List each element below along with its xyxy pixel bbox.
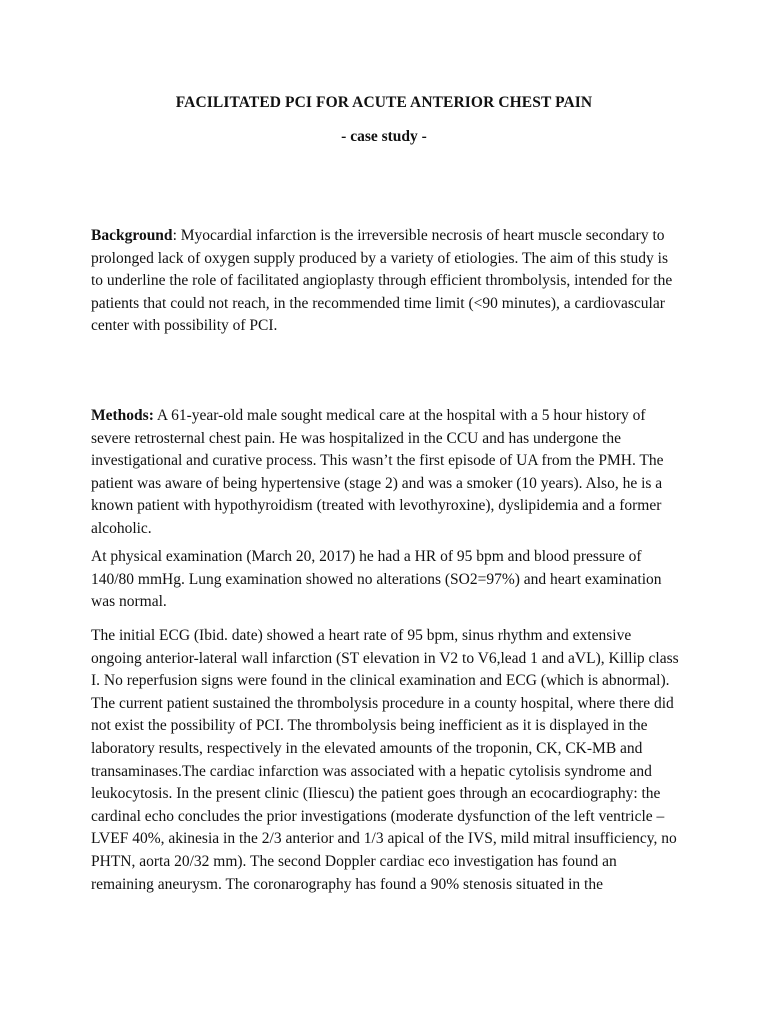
background-section: [91, 225, 683, 338]
methods-text: A 61-year-old male sought medical care at the hospital with a 5 hour history of severe retrosternal chest pain. He was hospitalized in the CCU and has undergone the investigational and curative process. This wasn’t the first episode of UA from the PMH. The patient was aware of being hypertensive (stage 2) and was a smoker (10 years). Also, he is a known patient with hypothyroidism (treated with levothyroxine), dyslipidemia and a former alcoholic.: [91, 407, 664, 537]
physical-exam-section: [91, 546, 683, 614]
background-label: Background: [91, 227, 173, 244]
ecg-section: [91, 625, 683, 896]
methods-paragraph: [91, 405, 683, 541]
ecg-paragraph: The initial ECG (Ibid. date) showed a heart rate of 95 bpm, sinus rhythm and extensive ongoing anterior-lateral wall infarction (ST elevation in V2 to V6,lead 1 and aVL), Killip class I. No reperfusion signs were found in the clinical examination and ECG (which is abnormal).: [91, 627, 679, 690]
methods-section: [91, 405, 683, 541]
document-title: FACILITATED PCI FOR ACUTE ANTERIOR CHEST PAIN: [175, 94, 593, 111]
background-paragraph: [91, 225, 683, 338]
methods-label: Methods:: [91, 407, 154, 424]
thrombolysis-paragraph: The current patient sustained the thrombolysis procedure in a county hospital, where there did not exist the possibility of PCI. The thrombolysis being inefficient as it is displayed in the laboratory results, respectively in the elevated amounts of the troponin, CK, CK-MB and transaminases.The cardiac infarction was associated with a hepatic cytolisis syndrome and leukocytosis. In the present clinic (Iliescu) the patient goes through an ecocardiography: the cardinal echo concludes the prior investigations (moderate dysfunction of the left ventricle –LVEF 40%, akinesia in the 2/3 anterior and 1/3 apical of the IVS, mild mitral insufficiency, no PHTN, aorta 20/32 mm). The second Doppler cardiac eco investigation has found an remaining aneurysm. The coronarography has found a 90% stenosis situated in the: [91, 694, 677, 893]
document-subtitle: - case study -: [341, 128, 427, 145]
background-text: : Myocardial infarction is the irreversible necrosis of heart muscle secondary to prolonged lack of oxygen supply produced by a variety of etiologies. The aim of this study is to underline the role of facilitated angioplasty through efficient thrombolysis, intended for the patients that could not reach, in the recommended time limit (<90 minutes), a cardiovascular center with possibility of PCI.: [91, 227, 673, 335]
physical-exam-paragraph: At physical examination (March 20, 2017) he had a HR of 95 bpm and blood pressure of 140/80 mmHg. Lung examination showed no alterations (SO2=97%) and heart examination was normal.: [91, 548, 662, 611]
